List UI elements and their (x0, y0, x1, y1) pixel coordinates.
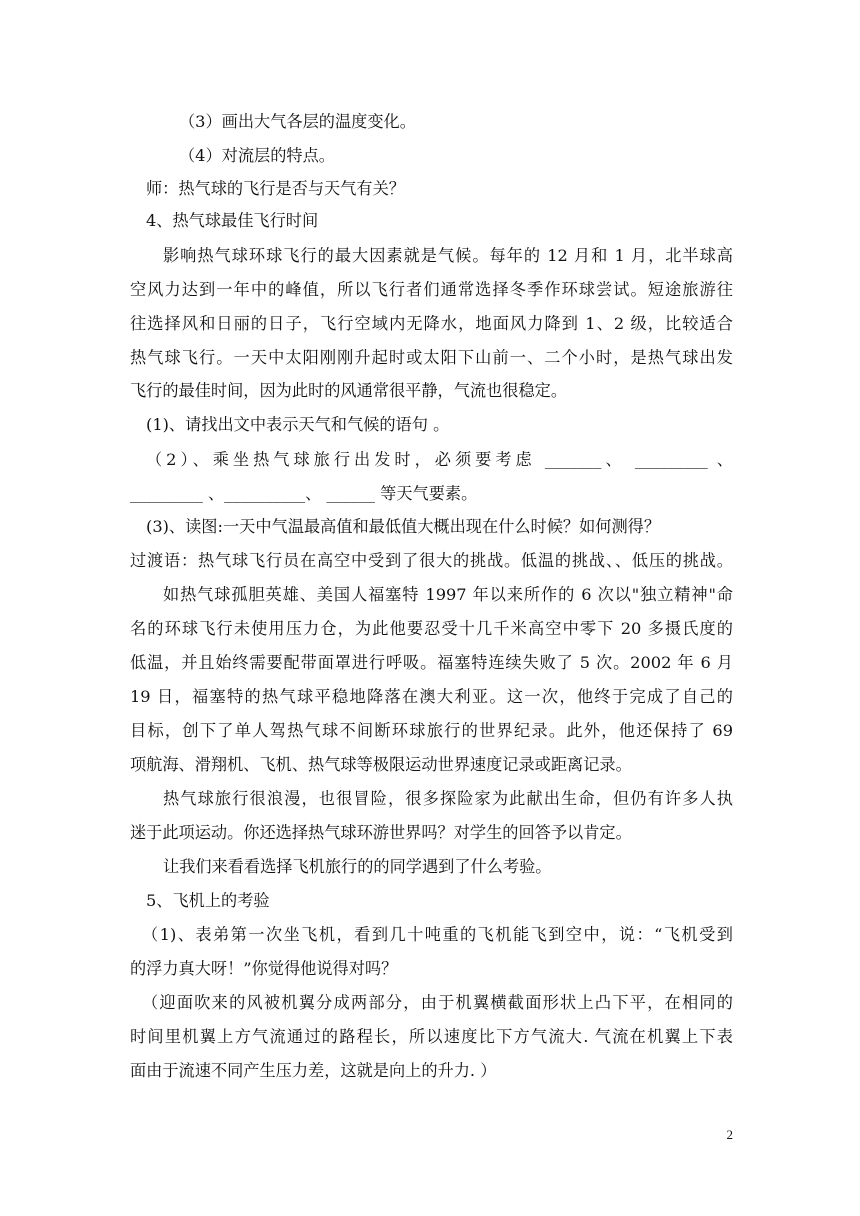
text-line: （4）对流层的特点。 (179, 146, 335, 165)
question-line: (3)、读图:一天中气温最高值和最低值大概出现在什么时候？如何测得？ (146, 517, 661, 536)
paragraph-line: 名的环球飞行未使用压力仓，为此他要忍受十几千米高空中零下 20 多摄氏度的 (130, 619, 733, 638)
section-heading: 4、热气球最佳飞行时间 (146, 211, 319, 230)
paragraph-line: 影响热气球环球飞行的最大因素就是气候。每年的 12 月和 1 月，北半球高 (163, 246, 733, 265)
section-heading: 5、飞机上的考验 (146, 891, 270, 910)
page-number: 2 (726, 1127, 733, 1142)
paragraph-line: 热气球旅行很浪漫，也很冒险，很多探险家为此献出生命，但仍有许多人执 (163, 789, 733, 808)
paragraph-line: 19 日，福塞特的热气球平稳地降落在澳大利亚。这一次，他终于完成了自己的 (130, 687, 733, 706)
question-line: 的浮力真大呀！”你觉得他说得对吗？ (130, 959, 398, 978)
paragraph-line: 目标，创下了单人驾热气球不间断环球旅行的世界纪录。此外，他还保持了 69 (130, 721, 733, 740)
paragraph-line: 如热气球孤胆英雄、美国人福塞特 1997 年以来所作的 6 次以"独立精神"命 (163, 585, 733, 604)
answer-line: 面由于流速不同产生压力差，这就是向上的升力. ） (130, 1061, 497, 1080)
paragraph-line: 迷于此项运动。你还选择热气球环游世界吗？对学生的回答予以肯定。 (130, 823, 632, 842)
paragraph-line: 热气球飞行。一天中太阳刚刚升起时或太阳下山前一、二个小时，是热气球出发 (130, 348, 733, 367)
answer-line: （迎面吹来的风被机翼分成两部分，由于机翼横截面形状上凸下平，在相同的 (142, 993, 733, 1012)
text-line: 师：热气球的飞行是否与天气有关？ (146, 179, 405, 198)
question-line: (1)、请找出文中表示天气和气候的语句 。 (146, 415, 450, 434)
paragraph-line: 飞行的最佳时间，因为此时的风通常很平静，气流也很稳定。 (130, 381, 568, 400)
question-line: _________ 、__________、 ______ 等天气要素。 (130, 484, 478, 503)
paragraph-line: 低温，并且始终需要配带面罩进行呼吸。福塞特连续失败了 5 次。2002 年 6 月 (130, 653, 733, 672)
question-line: （1)、表弟第一次坐飞机，看到几十吨重的飞机能飞到空中，说：“飞机受到 (142, 925, 733, 944)
paragraph-line: 往选择风和日丽的日子，飞行空域内无降水，地面风力降到 1、2 级，比较适合 (130, 314, 733, 333)
paragraph-line: 空风力达到一年中的峰值，所以飞行者们通常选择冬季作环球尝试。短途旅游往 (130, 280, 733, 299)
text-line: （3）画出大气各层的温度变化。 (179, 112, 416, 131)
answer-line: 时间里机翼上方气流通过的路程长，所以速度比下方气流大. 气流在机翼上下表 (130, 1027, 733, 1046)
paragraph-line: 让我们来看看选择飞机旅行的的同学遇到了什么考验。 (163, 857, 552, 876)
transition-line: 过渡语：热气球飞行员在高空中受到了很大的挑战。低温的挑战、、低压的挑战。 (130, 551, 733, 570)
paragraph-line: 项航海、滑翔机、飞机、热气球等极限运动世界速度记录或距离记录。 (130, 755, 632, 774)
question-line: （2）、乘坐热气球旅行出发时，必须要考虑 _______、 _________ 、 (146, 450, 733, 469)
